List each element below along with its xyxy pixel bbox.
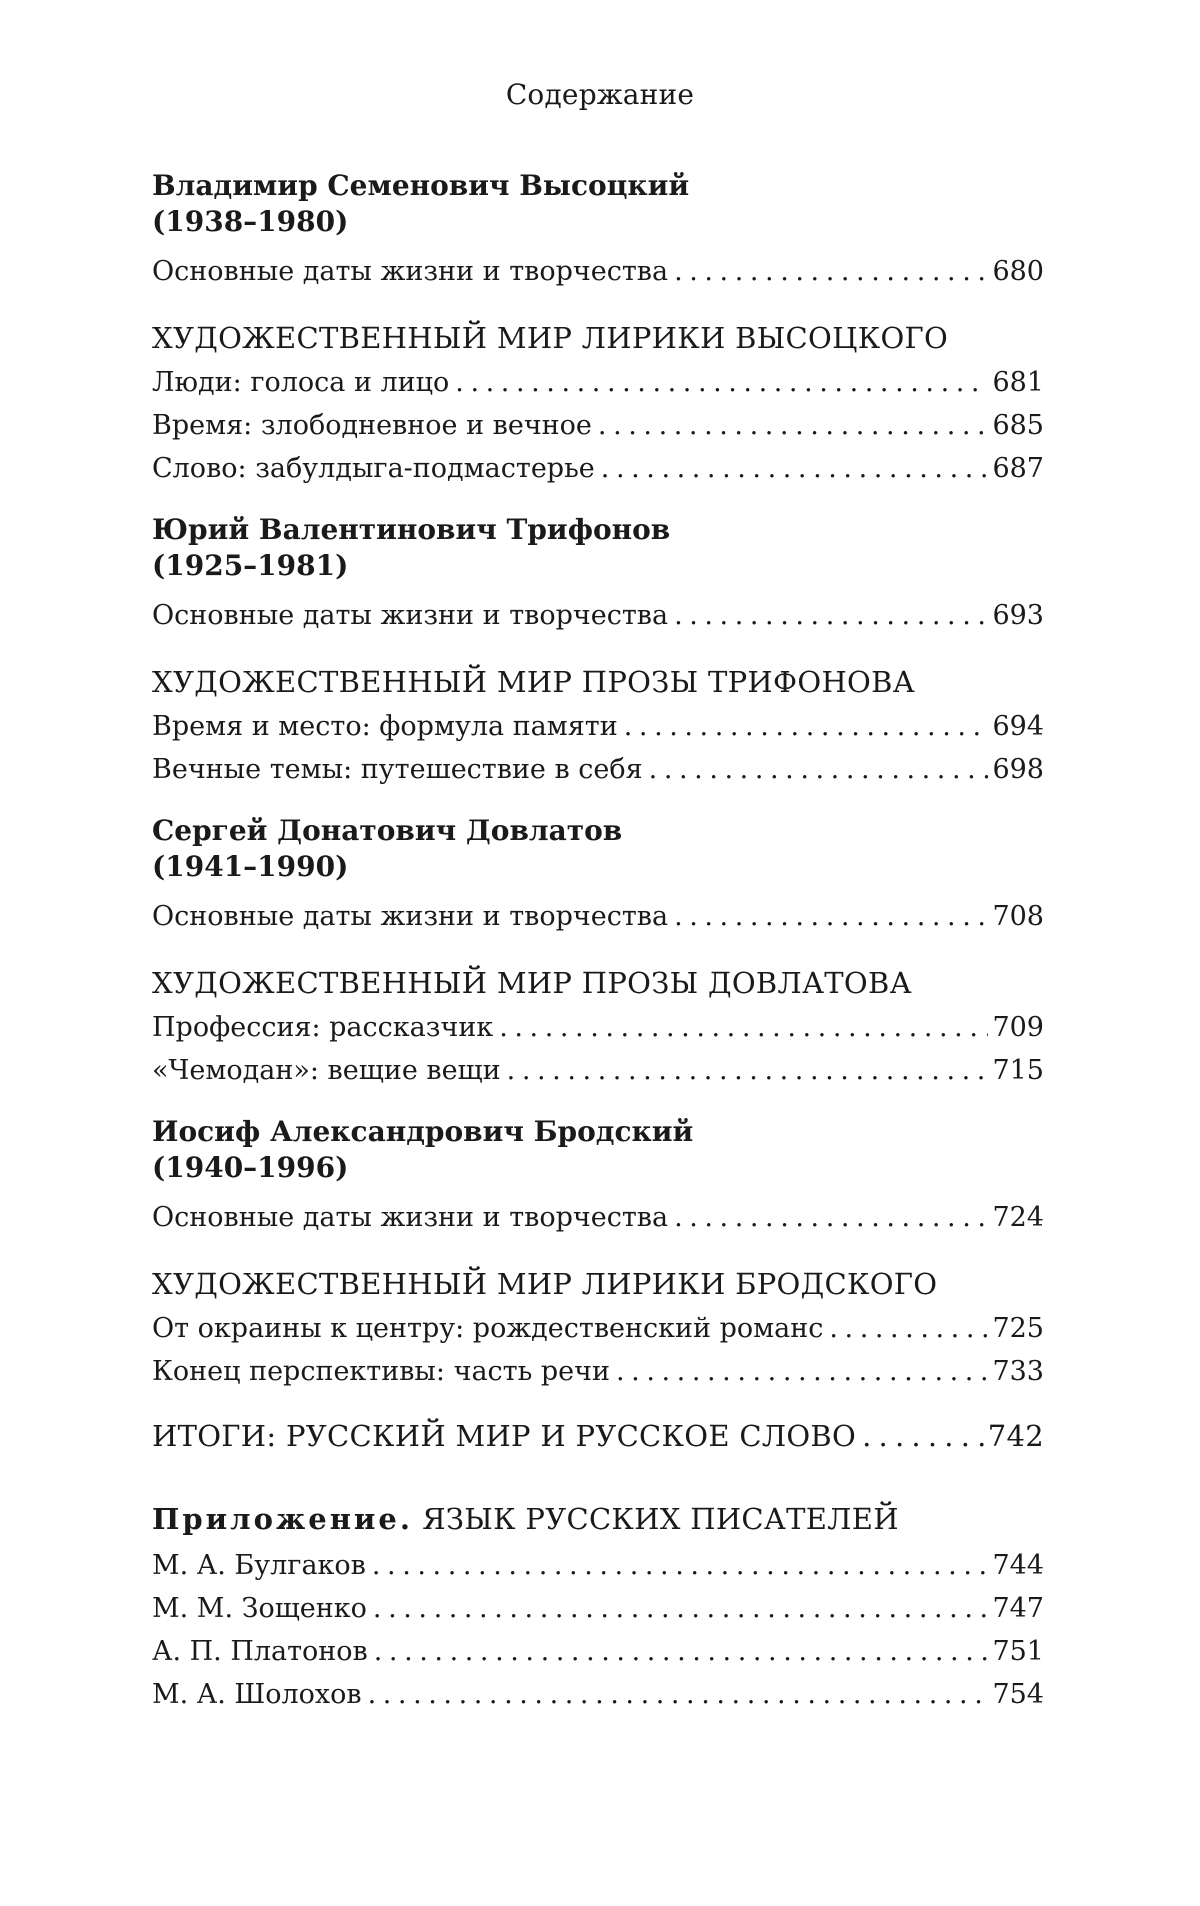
toc-entry[interactable] bbox=[152, 1544, 1044, 1587]
section-heading: ХУДОЖЕСТВЕННЫЙ МИР ЛИРИКИ БРОДСКОГО bbox=[152, 1267, 938, 1301]
entry-page: 694 bbox=[992, 711, 1044, 742]
dot-leader bbox=[455, 361, 988, 404]
appendix-heading bbox=[152, 1500, 1044, 1538]
entry-page: 687 bbox=[992, 453, 1044, 484]
entry-label: Время: злободневное и вечное bbox=[152, 410, 592, 441]
toc-entry[interactable] bbox=[152, 1196, 1044, 1239]
author-block bbox=[152, 1114, 1044, 1393]
entry-label: Основные даты жизни и творчества bbox=[152, 600, 669, 631]
author-block bbox=[152, 168, 1044, 490]
author-name: Сергей Донатович Довлатов bbox=[152, 814, 623, 847]
entry-label: Основные даты жизни и творчества bbox=[152, 256, 669, 287]
dot-leader bbox=[373, 1587, 989, 1630]
entry-label: Основные даты жизни и творчества bbox=[152, 1202, 669, 1233]
toc-entry[interactable] bbox=[152, 1350, 1044, 1393]
dot-leader bbox=[372, 1544, 989, 1587]
dot-leader bbox=[829, 1307, 988, 1350]
entry-label: Время и место: формула памяти bbox=[152, 711, 618, 742]
toc-entry[interactable] bbox=[152, 895, 1044, 938]
toc-entry[interactable] bbox=[152, 1630, 1044, 1673]
entry-page: 724 bbox=[992, 1202, 1044, 1233]
toc-entry[interactable] bbox=[152, 1673, 1044, 1716]
toc-entry[interactable] bbox=[152, 1006, 1044, 1049]
toc-entry[interactable] bbox=[152, 1307, 1044, 1350]
dot-leader bbox=[674, 1196, 988, 1239]
entry-page: 742 bbox=[987, 1419, 1044, 1453]
section-heading: ХУДОЖЕСТВЕННЫЙ МИР ЛИРИКИ ВЫСОЦКОГО bbox=[152, 321, 949, 355]
entry-page: 754 bbox=[992, 1679, 1044, 1710]
section-heading: ХУДОЖЕСТВЕННЫЙ МИР ПРОЗЫ ДОВЛАТОВА bbox=[152, 966, 912, 1000]
dot-leader bbox=[624, 705, 989, 748]
entry-label: Вечные темы: путешествие в себя bbox=[152, 754, 643, 785]
entry-label: Люди: голоса и лицо bbox=[152, 367, 450, 398]
entry-page: 744 bbox=[992, 1550, 1044, 1581]
entry-page: 751 bbox=[992, 1636, 1044, 1667]
toc-entry[interactable] bbox=[152, 594, 1044, 637]
author-dates: (1925–1981) bbox=[152, 549, 349, 582]
dot-leader bbox=[499, 1006, 988, 1049]
author-dates: (1940–1996) bbox=[152, 1151, 349, 1184]
entry-page: 715 bbox=[992, 1055, 1044, 1086]
entry-label: Основные даты жизни и творчества bbox=[152, 901, 669, 932]
table-of-contents bbox=[152, 168, 1044, 1716]
dot-leader bbox=[616, 1350, 988, 1393]
entry-page: 733 bbox=[992, 1356, 1044, 1387]
appendix-prefix: Приложение. bbox=[152, 1502, 413, 1536]
entry-label: Конец перспективы: часть речи bbox=[152, 1356, 610, 1387]
appendix-title: ЯЗЫК РУССКИХ ПИСАТЕЛЕЙ bbox=[422, 1502, 899, 1536]
entry-page: 709 bbox=[992, 1012, 1044, 1043]
toc-summary-entry[interactable] bbox=[152, 1415, 1044, 1458]
dot-leader bbox=[374, 1630, 989, 1673]
dot-leader bbox=[368, 1673, 989, 1716]
toc-entry[interactable] bbox=[152, 748, 1044, 791]
entry-page: 681 bbox=[992, 367, 1044, 398]
dot-leader bbox=[598, 404, 989, 447]
toc-entry[interactable] bbox=[152, 705, 1044, 748]
section-heading: ХУДОЖЕСТВЕННЫЙ МИР ПРОЗЫ ТРИФОНОВА bbox=[152, 665, 915, 699]
dot-leader bbox=[601, 447, 989, 490]
entry-label: М. А. Булгаков bbox=[152, 1550, 366, 1581]
entry-label: Профессия: рассказчик bbox=[152, 1012, 494, 1043]
toc-entry[interactable] bbox=[152, 1587, 1044, 1630]
author-block bbox=[152, 813, 1044, 1092]
entry-page: 698 bbox=[992, 754, 1044, 785]
entry-label: От окраины к центру: рождественский романс bbox=[152, 1313, 824, 1344]
entry-page: 725 bbox=[992, 1313, 1044, 1344]
entry-page: 680 bbox=[992, 256, 1044, 287]
author-block bbox=[152, 512, 1044, 791]
toc-entry[interactable] bbox=[152, 1049, 1044, 1092]
toc-entry[interactable] bbox=[152, 361, 1044, 404]
dot-leader bbox=[674, 594, 988, 637]
entry-label: ИТОГИ: РУССКИЙ МИР И РУССКОЕ СЛОВО bbox=[152, 1419, 857, 1453]
author-name: Иосиф Александрович Бродский bbox=[152, 1115, 694, 1148]
entry-label: Слово: забулдыга-подмастерье bbox=[152, 453, 595, 484]
entry-page: 693 bbox=[992, 600, 1044, 631]
running-head: Содержание bbox=[505, 78, 695, 111]
entry-label: А. П. Платонов bbox=[152, 1636, 368, 1667]
author-name: Владимир Семенович Высоцкий bbox=[152, 169, 690, 202]
entry-label: М. А. Шолохов bbox=[152, 1679, 362, 1710]
toc-entry[interactable] bbox=[152, 250, 1044, 293]
author-name: Юрий Валентинович Трифонов bbox=[152, 513, 671, 546]
author-dates: (1941–1990) bbox=[152, 850, 349, 883]
entry-page: 708 bbox=[992, 901, 1044, 932]
toc-entry[interactable] bbox=[152, 447, 1044, 490]
entry-label: М. М. Зощенко bbox=[152, 1593, 367, 1624]
toc-entry[interactable] bbox=[152, 404, 1044, 447]
dot-leader bbox=[674, 895, 988, 938]
dot-leader bbox=[649, 748, 989, 791]
dot-leader bbox=[674, 250, 988, 293]
dot-leader bbox=[507, 1049, 989, 1092]
author-dates: (1938–1980) bbox=[152, 205, 349, 238]
entry-page: 747 bbox=[992, 1593, 1044, 1624]
entry-label: «Чемодан»: вещие вещи bbox=[152, 1055, 501, 1086]
entry-page: 685 bbox=[992, 410, 1044, 441]
dot-leader bbox=[862, 1415, 984, 1458]
